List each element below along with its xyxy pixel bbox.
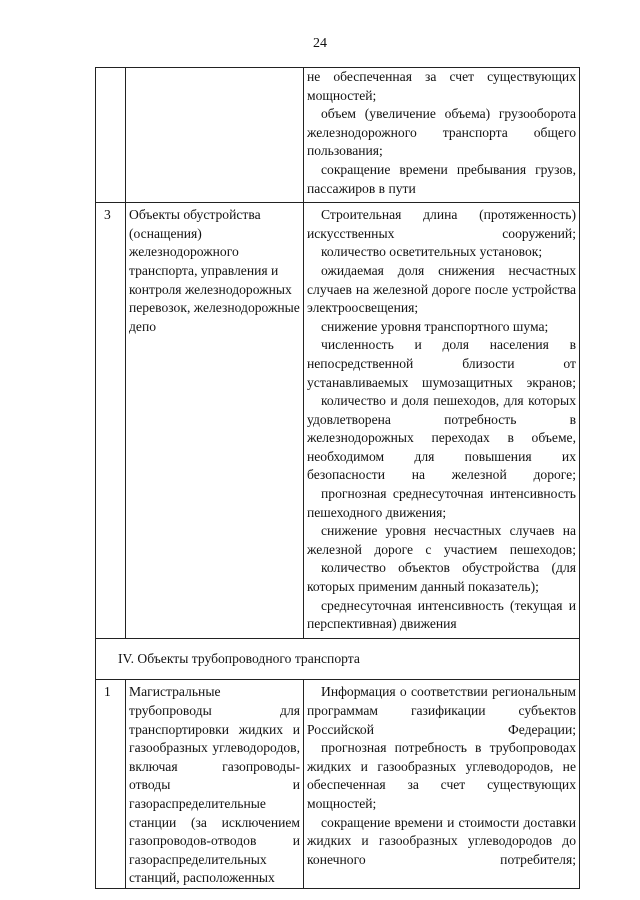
indicator-text: количество и доля пешеходов, для которых удовлетворена потребность в железнодорожных переходах в объеме, необходимом для повышения их безопасности на железной дороге; [307, 393, 576, 483]
row-number-cell: 1 [96, 680, 126, 889]
indicator-text: снижение уровня транспортного шума; [321, 318, 549, 334]
indicator-text: Информация о соответствии региональным программам газификации субъектов Российской Федерации; [307, 684, 576, 737]
indicators-cell [304, 203, 580, 639]
indicator-text: прогнозная потребность в трубопроводах жидких и газообразных углеводородов, не обеспеченная за счет существующих мощностей; [307, 740, 576, 811]
indicator-text: объем (увеличение объема) грузооборота железнодорожного транспорта общего пользования; [307, 106, 576, 159]
indicators-cell [304, 68, 580, 203]
indicator-text: сокращение времени и стоимости доставки жидких и газообразных углеводородов до конечного потребителя; [307, 814, 576, 867]
indicator-text: не обеспеченная за счет существующих мощностей; [307, 69, 576, 103]
table-row [96, 203, 580, 639]
object-cell [126, 203, 304, 639]
indicator-text: количество объектов обустройства (для которых применим данный показатель); [307, 560, 576, 595]
document-table [95, 67, 580, 889]
page-number: 24 [313, 36, 327, 51]
object-text: Магистральные трубопроводы для транспортировки жидких и газообразных углеводородов, включая газопроводы-отводы и газораспределительные станции (за исключением газопроводов-отводов и газораспределительных станций, расположенных [129, 684, 300, 886]
indicator-text: численность и доля населения в непосредственной близости от устанавливаемых шумозащитных экранов; [307, 337, 576, 390]
indicator-text: снижение уровня несчастных случаев на железной дороге с участием пешеходов; [307, 523, 576, 557]
indicator-text: Строительная длина (протяженность) искусственных сооружений; [307, 207, 576, 241]
object-cell [126, 680, 304, 889]
table-row [96, 680, 580, 889]
indicator-text: прогнозная среднесуточная интенсивность пешеходного движения; [307, 486, 576, 520]
row-number-cell: 3 [96, 203, 126, 639]
indicator-text: сокращение времени пребывания грузов, пассажиров в пути [307, 161, 576, 196]
indicator-text: ожидаемая доля снижения несчастных случаев на железной дороге после устройства электроосвещения; [307, 262, 576, 316]
table-row [96, 68, 580, 203]
section-row [96, 638, 580, 680]
object-text: Объекты обустройства (оснащения) железнодорожного транспорта, управления и контроля железнодорожных перевозок, железнодорожные депо [129, 207, 300, 334]
indicator-text: среднесуточная интенсивность (текущая и перспективная) движения [307, 597, 576, 632]
object-cell [126, 68, 304, 203]
indicator-text: количество осветительных установок; [321, 244, 543, 260]
section-title: IV. Объекты трубопроводного транспорта [96, 638, 580, 680]
indicators-cell [304, 680, 580, 889]
row-number-cell [96, 68, 126, 203]
